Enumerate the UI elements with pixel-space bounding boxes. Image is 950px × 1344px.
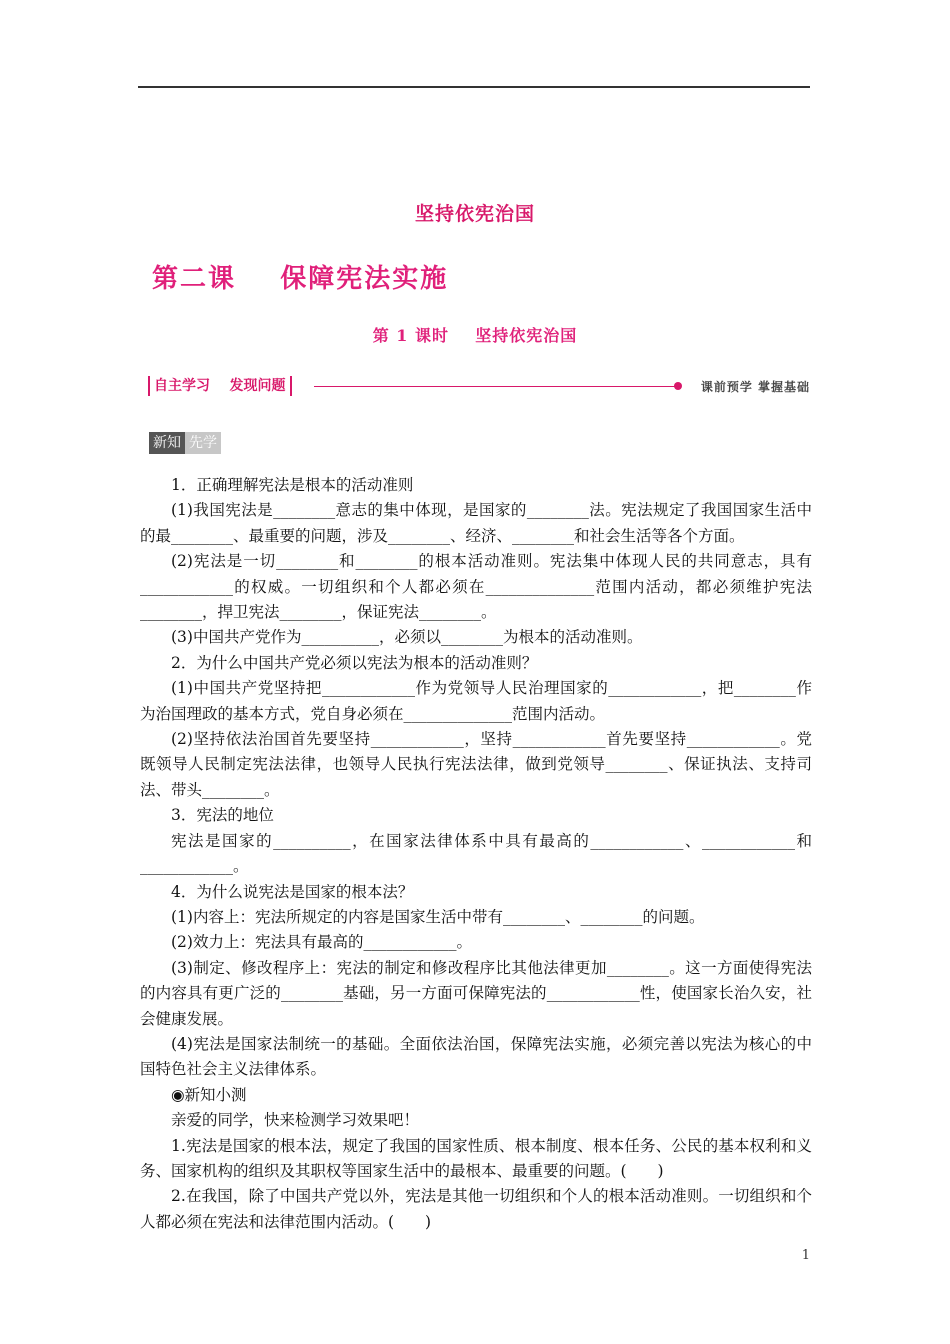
paragraph: (2)效力上：宪法具有最高的____________。 bbox=[171, 933, 472, 952]
paragraph: (1)内容上：宪法所规定的内容是国家生活中带有________、________的问题。 bbox=[171, 907, 705, 926]
paragraph: 3．宪法的地位 bbox=[171, 806, 274, 825]
paragraph: 2．为什么中国共产党必须以宪法为根本的活动准则？ bbox=[171, 653, 538, 672]
page-number: 1 bbox=[801, 1248, 810, 1263]
section-divider bbox=[314, 386, 675, 387]
paragraph: 1．正确理解宪法是根本的活动准则 bbox=[171, 476, 414, 494]
section-sublabel: 课前预学 掌握基础 bbox=[700, 380, 810, 394]
badge-part-1: 新知 bbox=[149, 432, 185, 454]
quiz-item: 2.在我国，除了中国共产党以外，宪法是其他一切组织和个人的根本活动准则。一切组织和个人都必须在宪法和法律范围内活动。( ) bbox=[140, 1187, 812, 1231]
paragraph: 4．为什么说宪法是国家的根本法？ bbox=[171, 882, 414, 901]
period-title: 第 1 课时 坚持依宪治国 bbox=[372, 326, 578, 345]
paragraph: (3)制定、修改程序上：宪法的制定和修改程序比其他法律更加________。这一方面使得宪法的内容具有更广泛的________基础，另一方面可保障宪法的____________性，使国家长治久安，社会健康发展。 bbox=[140, 958, 812, 1028]
badge-part-2: 先学 bbox=[185, 432, 221, 454]
new-knowledge-badge bbox=[149, 432, 221, 454]
paragraph: (3)中国共产党作为__________，必须以________为根本的活动准则。 bbox=[171, 628, 643, 647]
paragraph: 宪法是国家的__________，在国家法律体系中具有最高的____________、____________和____________。 bbox=[140, 831, 812, 876]
document-title: 坚持依宪治国 bbox=[414, 203, 535, 225]
lesson-title: 第二课 保障宪法实施 bbox=[152, 264, 449, 294]
document-body bbox=[140, 473, 812, 1235]
paragraph: (2)坚持依法治国首先要坚持____________，坚持____________首先要坚持____________。党既领导人民制定宪法法律，也领导人民执行宪法法律，做到党领导________、保证执法、支持司法、带头________。 bbox=[140, 730, 812, 799]
quiz-heading: ◉新知小测 bbox=[171, 1085, 247, 1104]
paragraph: (2)宪法是一切________和________的根本活动准则。宪法集中体现人民的共同意志，具有____________的权威。一切组织和个人都必须在______________范围内活动，都必须维护宪法________，捍卫宪法________，保证宪法________。 bbox=[140, 552, 812, 622]
section-label: 自主学习 发现问题 bbox=[148, 376, 292, 396]
header-rule bbox=[138, 86, 810, 88]
quiz-item: 1.宪法是国家的根本法，规定了我国的国家性质、根本制度、根本任务、公民的基本权利和义务、国家机构的组织及其职权等国家生活中的最根本、最重要的问题。( ) bbox=[140, 1136, 812, 1180]
bullet-dot-icon bbox=[674, 382, 682, 390]
paragraph: 亲爱的同学，快来检测学习效果吧！ bbox=[171, 1111, 420, 1130]
paragraph: (4)宪法是国家法制统一的基础。全面依法治国，保障宪法实施，必须完善以宪法为核心的中国特色社会主义法律体系。 bbox=[140, 1034, 812, 1079]
paragraph: (1)中国共产党坚持把____________作为党领导人民治理国家的____________，把________作为治国理政的基本方式，党自身必须在______________范围内活动。 bbox=[140, 679, 812, 723]
paragraph: (1)我国宪法是________意志的集中体现，是国家的________法。宪法规定了我国国家生活中的最________、最重要的问题，涉及________、经济、________和社会生活等各个方面。 bbox=[140, 501, 812, 545]
section-bar bbox=[148, 376, 810, 398]
